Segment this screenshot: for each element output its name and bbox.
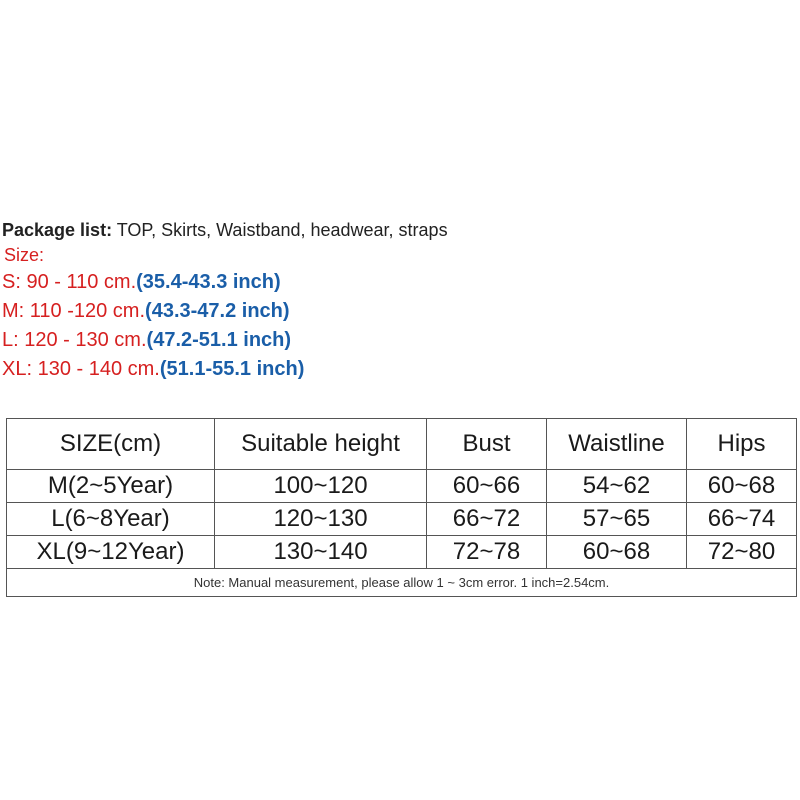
column-header-waistline: Waistline bbox=[547, 419, 687, 470]
table-cell: 120~130 bbox=[215, 503, 427, 536]
size-title: Size: bbox=[4, 245, 45, 265]
table-row bbox=[7, 536, 797, 569]
table-header-row bbox=[7, 419, 797, 470]
table-cell: 72~78 bbox=[427, 536, 547, 569]
table-cell: 54~62 bbox=[547, 470, 687, 503]
size-cm: L: 120 - 130 cm. bbox=[2, 329, 147, 351]
table-cell: 66~74 bbox=[687, 503, 797, 536]
table-cell: L(6~8Year) bbox=[7, 503, 215, 536]
size-chart-table bbox=[6, 418, 797, 597]
package-list-items: TOP, Skirts, Waistband, headwear, straps bbox=[116, 220, 448, 240]
table-cell: 130~140 bbox=[215, 536, 427, 569]
size-line-xl bbox=[2, 355, 792, 384]
table-cell: M(2~5Year) bbox=[7, 470, 215, 503]
table-cell: 60~68 bbox=[547, 536, 687, 569]
column-header-hips: Hips bbox=[687, 419, 797, 470]
size-cm: S: 90 - 110 cm. bbox=[2, 271, 137, 293]
package-list bbox=[2, 218, 792, 242]
table-cell: 60~68 bbox=[687, 470, 797, 503]
size-line-s bbox=[2, 268, 792, 297]
table-cell: 60~66 bbox=[427, 470, 547, 503]
package-list-label: Package list: bbox=[2, 220, 113, 240]
size-inch: (43.3-47.2 inch) bbox=[145, 300, 290, 322]
table-cell: 66~72 bbox=[427, 503, 547, 536]
column-header-bust: Bust bbox=[427, 419, 547, 470]
table-cell: 72~80 bbox=[687, 536, 797, 569]
table-row bbox=[7, 503, 797, 536]
column-header-height: Suitable height bbox=[215, 419, 427, 470]
size-cm: XL: 130 - 140 cm. bbox=[2, 358, 160, 380]
table-cell: 57~65 bbox=[547, 503, 687, 536]
size-line-l bbox=[2, 326, 792, 355]
product-info bbox=[2, 218, 792, 384]
size-line-m bbox=[2, 297, 792, 326]
size-cm: M: 110 -120 cm. bbox=[2, 300, 146, 322]
size-inch: (51.1-55.1 inch) bbox=[159, 358, 305, 380]
column-header-size: SIZE(cm) bbox=[7, 419, 215, 470]
table-cell: 100~120 bbox=[215, 470, 427, 503]
size-inch: (35.4-43.3 inch) bbox=[136, 271, 281, 293]
table-note-row bbox=[7, 569, 797, 597]
measurement-note: Note: Manual measurement, please allow 1 ~ 3cm error. 1 inch=2.54cm. bbox=[7, 569, 797, 597]
table-cell: XL(9~12Year) bbox=[7, 536, 215, 569]
size-inch: (47.2-51.1 inch) bbox=[146, 329, 292, 351]
table-row bbox=[7, 470, 797, 503]
